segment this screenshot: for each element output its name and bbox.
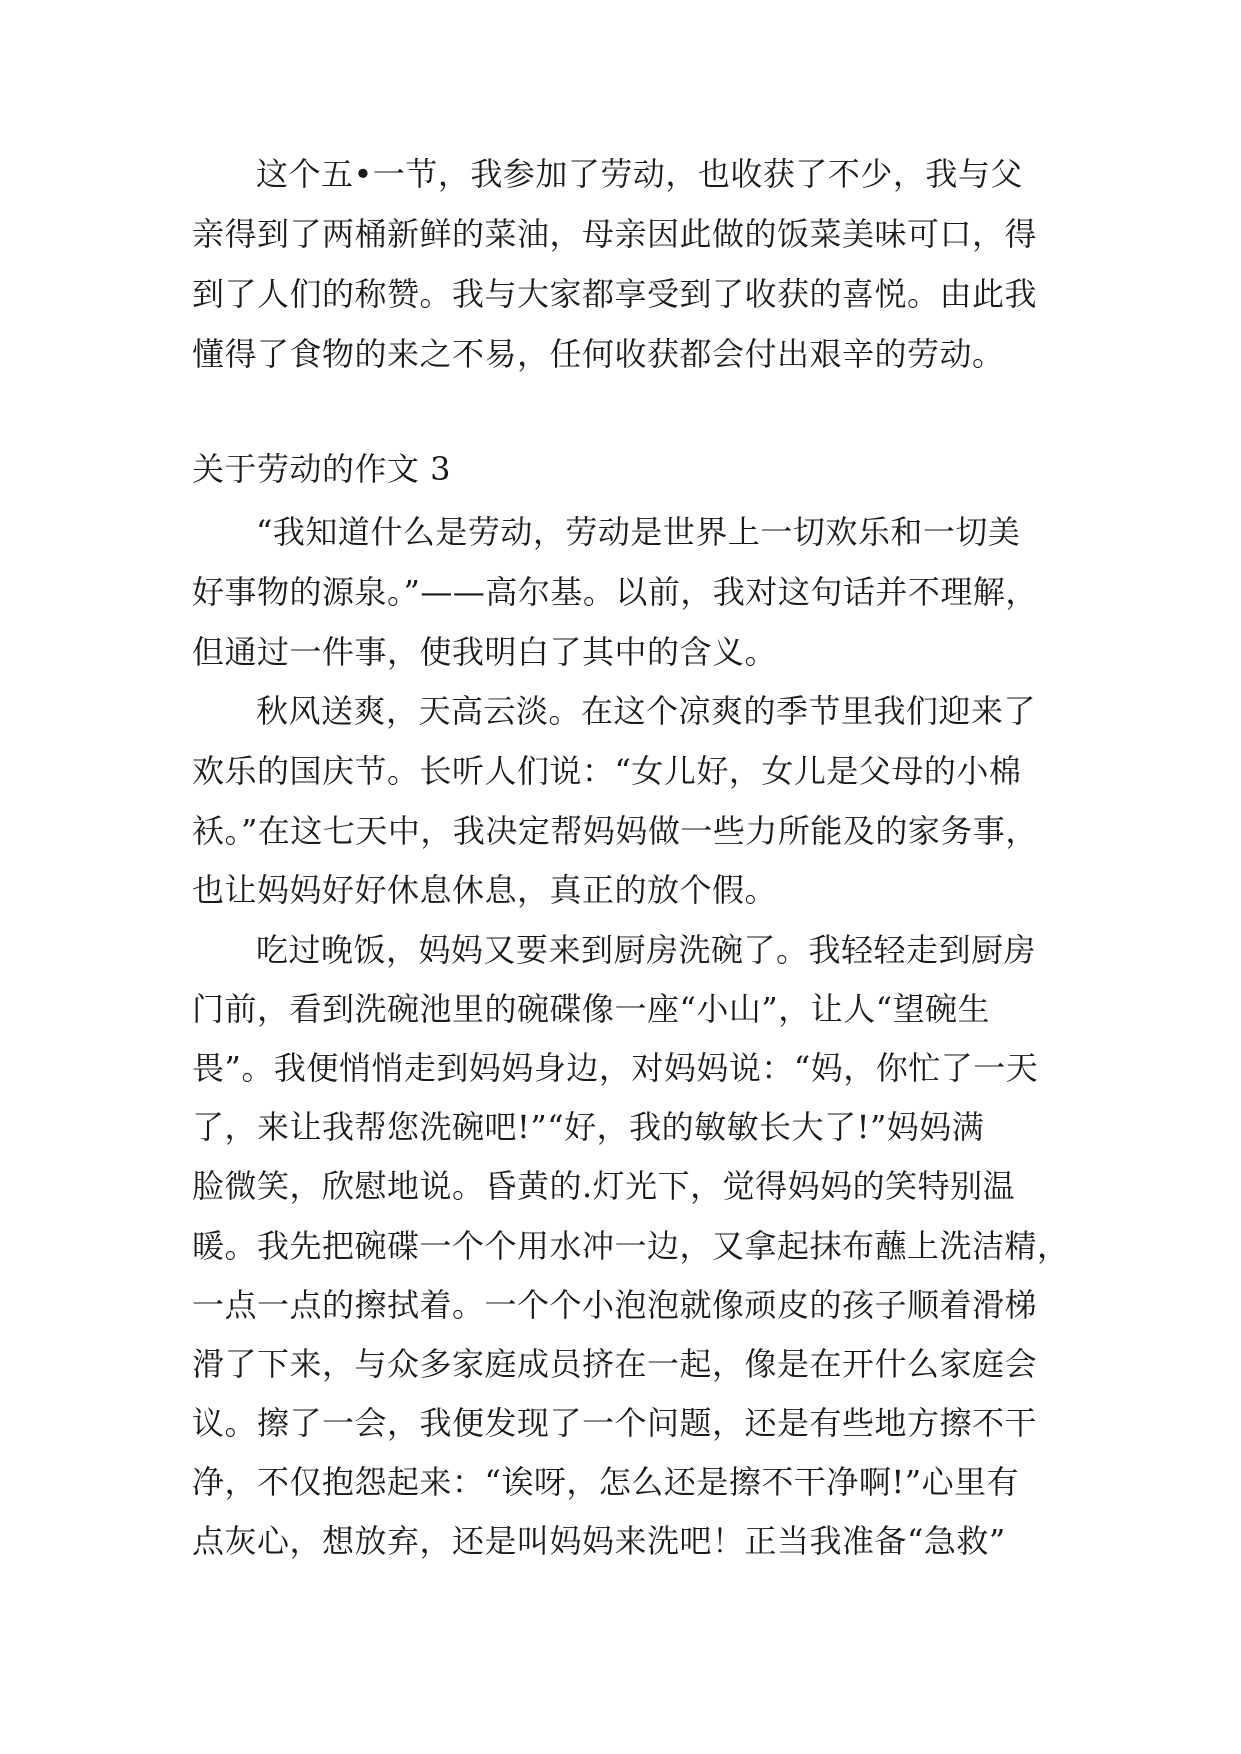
paragraph-1-line-2: 亲得到了两桶新鲜的菜油，母亲因此做的饭菜美味可口，得 xyxy=(192,215,1038,253)
paragraph-3-line-2: 欢乐的国庆节。长听人们说：“女儿好，女儿是父母的小棉 xyxy=(192,752,1022,790)
paragraph-4-line-10: 净，不仅抱怨起来：“诶呀，怎么还是擦不干净啊!”心里有 xyxy=(192,1463,1020,1501)
paragraph-4-line-1: 吃过晚饭，妈妈又要来到厨房洗碗了。我轻轻走到厨房 xyxy=(256,931,1037,969)
paragraph-4-line-3: 畏”。我便悄悄走到妈妈身边，对妈妈说：“妈，你忙了一天 xyxy=(192,1049,1039,1087)
paragraph-4-line-7: 一点一点的擦拭着。一个个小泡泡就像顽皮的孩子顺着滑梯 xyxy=(192,1286,1038,1324)
paragraph-4-line-4: 了，来让我帮您洗碗吧!”“好，我的敏敏长大了!”妈妈满 xyxy=(192,1108,985,1146)
paragraph-1-line-1: 这个五•一节，我参加了劳动，也收获了不少，我与父 xyxy=(256,155,1023,193)
paragraph-1-line-4: 懂得了食物的来之不易，任何收获都会付出艰辛的劳动。 xyxy=(192,335,1005,373)
paragraph-1-line-3: 到了人们的称赞。我与大家都享受到了收获的喜悦。由此我 xyxy=(192,275,1038,313)
paragraph-2-line-3: 但通过一件事，使我明白了其中的含义。 xyxy=(192,633,778,671)
paragraph-2-line-1: “我知道什么是劳动，劳动是世界上一切欢乐和一切美 xyxy=(256,513,1021,551)
paragraph-3-line-1: 秋风送爽，天高云淡。在这个凉爽的季节里我们迎来了 xyxy=(256,692,1037,730)
paragraph-2-line-2: 好事物的源泉。”——高尔基。以前，我对这句话并不理解， xyxy=(192,573,1038,611)
paragraph-4-line-5: 脸微笑，欣慰地说。昏黄的.灯光下，觉得妈妈的笑特别温 xyxy=(192,1167,1016,1205)
paragraph-3-line-3: 袄。”在这七天中，我决定帮妈妈做一些力所能及的家务事， xyxy=(192,812,1038,850)
section-heading: 关于劳动的作文 3 xyxy=(192,450,452,488)
paragraph-4-line-11: 点灰心，想放弃，还是叫妈妈来洗吧！正当我准备“急救” xyxy=(192,1522,1006,1560)
paragraph-4-line-9: 议。擦了一会，我便发现了一个问题，还是有些地方擦不干 xyxy=(192,1404,1038,1442)
paragraph-3-line-4: 也让妈妈好好休息休息，真正的放个假。 xyxy=(192,871,778,909)
paragraph-4-line-8: 滑了下来，与众多家庭成员挤在一起，像是在开什么家庭会 xyxy=(192,1345,1038,1383)
paragraph-4-line-2: 门前，看到洗碗池里的碗碟像一座“小山”，让人“望碗生 xyxy=(192,990,991,1028)
paragraph-4-line-6: 暖。我先把碗碟一个个用水冲一边，又拿起抹布蘸上洗洁精， xyxy=(192,1227,1070,1265)
